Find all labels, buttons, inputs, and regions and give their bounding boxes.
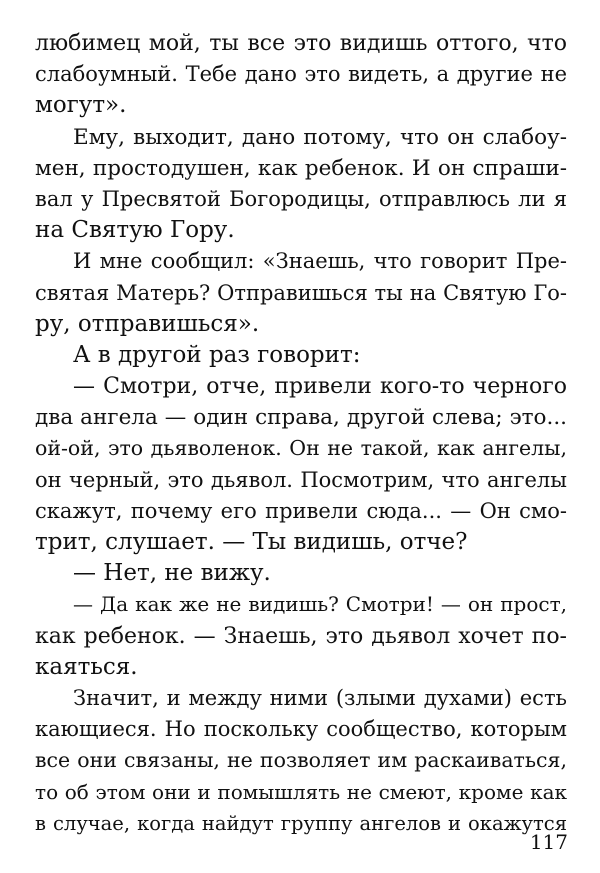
text-line: Значит, и между ними (злыми духами) есть [73, 685, 567, 710]
text-line: святая Матерь? Отправишься ты на Святую Го- [35, 280, 567, 305]
text-line: два ангела — один справа, другой слева; это... [35, 405, 567, 431]
text-line: — Да как же не видишь? Смотри! — он прост, [73, 592, 567, 617]
text-line: ой-ой, это дьяволенок. Он не такой, как ангелы, [35, 436, 567, 461]
text-line: Ему, выходит, дано потому, что он слабоу- [73, 124, 567, 150]
text-line: А в другой раз говорит: [73, 341, 361, 368]
text-line: кающиеся. Но поскольку сообщество, которым [35, 717, 567, 742]
text-line: мен, простодушен, как ребенок. И он спраши- [35, 155, 567, 181]
text-line: И мне сообщил: «Знаешь, что говорит Пре- [73, 249, 567, 274]
text-line: — Смотри, отче, привели кого-то черного [73, 374, 567, 400]
text-line: трит, слушает. — Ты видишь, отче? [35, 529, 468, 555]
text-line: ру, отправишься». [35, 310, 260, 337]
text-line: вал у Пресвятой Богородицы, отправлюсь ли я [35, 186, 567, 211]
page-number: 117 [529, 830, 568, 854]
text-line: каяться. [35, 653, 138, 680]
text-line: слабоумный. Тебе дано это видеть, а другие не [35, 62, 567, 87]
text-line: он черный, это дьявол. Посмотрим, что ангелы [35, 467, 567, 492]
text-line: в случае, когда найдут группу ангелов и окажутся [35, 811, 567, 835]
text-line: на Святую Гору. [35, 217, 235, 244]
text-line: скажут, почему его привели сюда... — Он смо- [35, 498, 567, 523]
page-text [35, 28, 567, 839]
text-line: — Нет, не вижу. [73, 560, 271, 587]
text-line: любимец мой, ты все это видишь оттого, что [35, 31, 567, 56]
text-line: как ребенок. — Знаешь, это дьявол хочет по- [35, 623, 567, 649]
text-line: то об этом они и помышлять не смеют, кроме как [35, 779, 567, 804]
text-line: все они связаны, не позволяет им раскаиваться, [35, 748, 567, 773]
text-line: могут». [35, 92, 127, 119]
